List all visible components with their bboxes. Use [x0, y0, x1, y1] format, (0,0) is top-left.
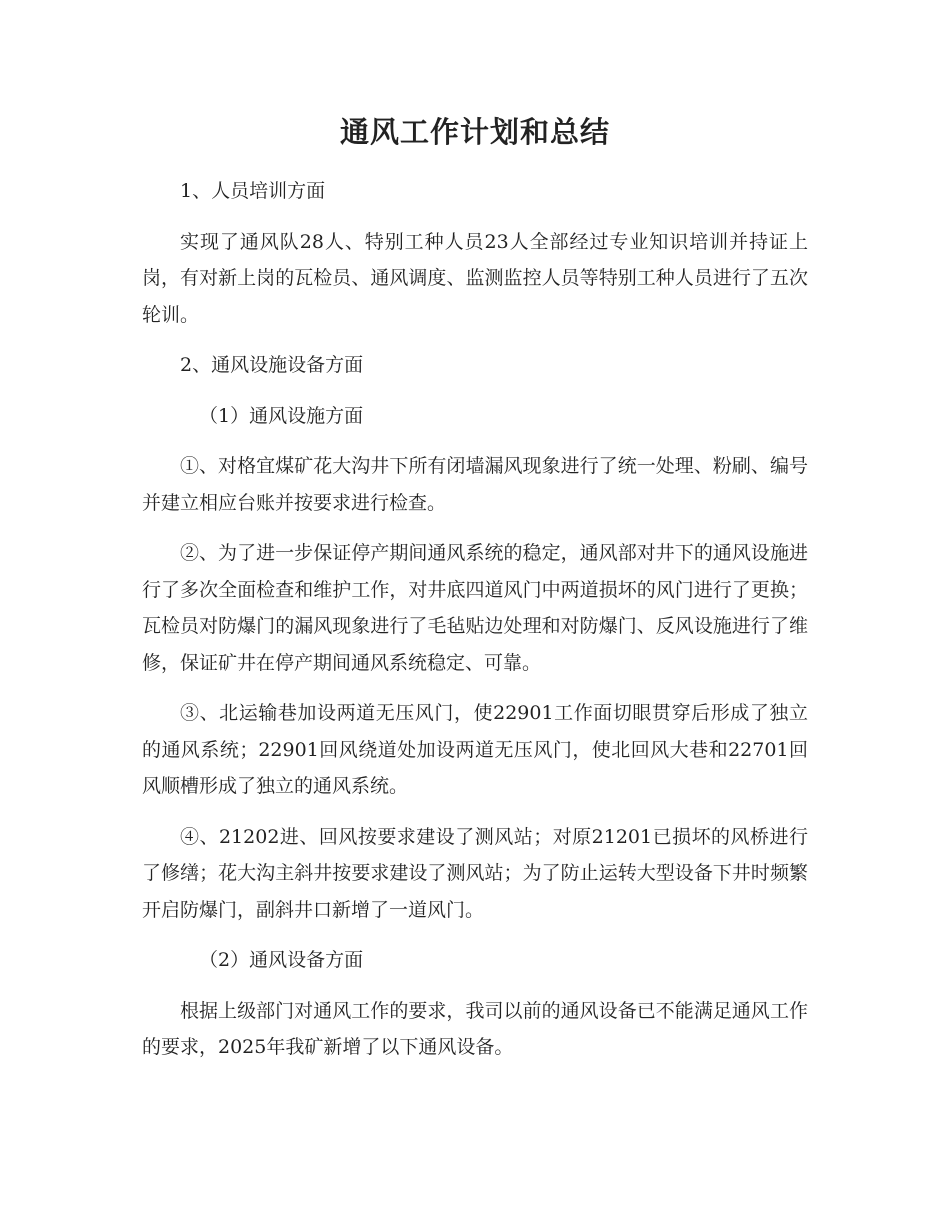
paragraph-item-3: ③、北运输巷加设两道无压风门，使22901工作面切眼贯穿后形成了独立的通风系统；22901回风绕道处加设两道无压风门，使北回风大巷和22701回风顺槽形成了独立的通风系统。 — [142, 702, 808, 797]
subheading-ventilation-facilities: （1）通风设施方面 — [199, 404, 364, 427]
paragraph-item-1: ①、对格宜煤矿花大沟井下所有闭墙漏风现象进行了统一处理、粉刷、编号并建立相应台账并按要求进行检查。 — [142, 455, 808, 514]
paragraph-training: 实现了通风队28人、特别工种人员23人全部经过专业知识培训并持证上岗，有对新上岗的瓦检员、通风调度、监测监控人员等特别工种人员进行了五次轮训。 — [142, 230, 808, 326]
paragraph-item-4: ④、21202进、回风按要求建设了测风站；对原21201已损坏的风桥进行了修缮；花大沟主斜井按要求建设了测风站；为了防止运转大型设备下井时频繁开启防爆门，副斜井口新增了一道风门。 — [142, 825, 808, 921]
section-heading-personnel-training: 1、人员培训方面 — [180, 180, 326, 202]
subheading-ventilation-equipment: （2）通风设备方面 — [199, 949, 364, 971]
paragraph-item-2: ②、为了进一步保证停产期间通风系统的稳定，通风部对井下的通风设施进行了多次全面检查和维护工作，对井底四道风门中两道损坏的风门进行了更换；瓦检员对防爆门的漏风现象进行了毛毡贴边处理和对防爆门、反风设施进行了维修，保证矿井在停产期间通风系统稳定、可靠。 — [142, 542, 808, 674]
paragraph-equipment: 根据上级部门对通风工作的要求，我司以前的通风设备已不能满足通风工作的要求，2025年我矿新增了以下通风设备。 — [142, 999, 808, 1058]
document-title: 通风工作计划和总结 — [339, 115, 610, 149]
document-page — [142, 112, 808, 1080]
section-heading-ventilation-facilities-equipment: 2、通风设施设备方面 — [180, 354, 364, 376]
